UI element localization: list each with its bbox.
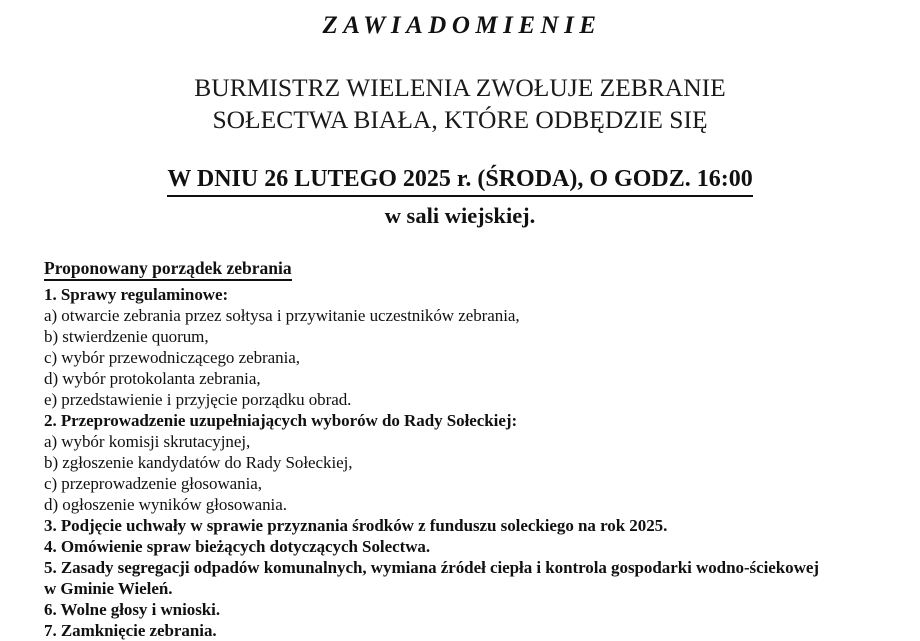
agenda-item: 1. Sprawy regulaminowe:	[44, 285, 229, 305]
meeting-datetime: W DNIU 26 LUTEGO 2025 r. (ŚRODA), O GODZ. 16:00	[167, 165, 752, 197]
agenda-item: b) stwierdzenie quorum,	[44, 327, 209, 347]
agenda-heading: Proponowany porządek zebrania	[44, 258, 292, 281]
convener-block	[0, 72, 920, 137]
agenda-item: 5. Zasady segregacji odpadów komunalnych, wymiana źródeł ciepła i kontrola gospodarki wodno-ściekowej	[44, 558, 819, 578]
agenda-item: a) otwarcie zebrania przez sołtysa i przywitanie uczestników zebrania,	[44, 306, 520, 326]
agenda-item: 7. Zamknięcie zebrania.	[44, 621, 217, 641]
agenda-item: a) wybór komisji skrutacyjnej,	[44, 432, 251, 452]
agenda-item: c) wybór przewodniczącego zebrania,	[44, 348, 300, 368]
convener-line-2: SOŁECTWA BIAŁA, KTÓRE ODBĘDZIE SIĘ	[212, 105, 708, 135]
agenda-item: 2. Przeprowadzenie uzupełniających wyborów do Rady Sołeckiej:	[44, 411, 518, 431]
agenda-item: b) zgłoszenie kandydatów do Rady Sołeckiej,	[44, 453, 353, 473]
agenda-item: d) ogłoszenie wyników głosowania.	[44, 495, 287, 515]
agenda-item: w Gminie Wieleń.	[44, 579, 173, 599]
agenda-list	[44, 284, 902, 641]
convener-line-1: BURMISTRZ WIELENIA ZWOŁUJE ZEBRANIE	[194, 72, 726, 102]
agenda-item: 3. Podjęcie uchwały w sprawie przyznania środków z funduszu soleckiego na rok 2025.	[44, 516, 668, 536]
agenda-section	[0, 258, 920, 641]
agenda-item: d) wybór protokolanta zebrania,	[44, 369, 261, 389]
agenda-item: 6. Wolne głosy i wnioski.	[44, 600, 221, 620]
agenda-item: c) przeprowadzenie głosowania,	[44, 474, 262, 494]
agenda-item: 4. Omówienie spraw bieżących dotyczących Solectwa.	[44, 537, 431, 557]
heading-block	[0, 0, 920, 229]
meeting-venue: w sali wiejskiej.	[384, 203, 536, 229]
document-title: ZAWIADOMIENIE	[322, 12, 602, 39]
agenda-item: e) przedstawienie i przyjęcie porządku obrad.	[44, 390, 352, 410]
datetime-block	[0, 165, 920, 230]
